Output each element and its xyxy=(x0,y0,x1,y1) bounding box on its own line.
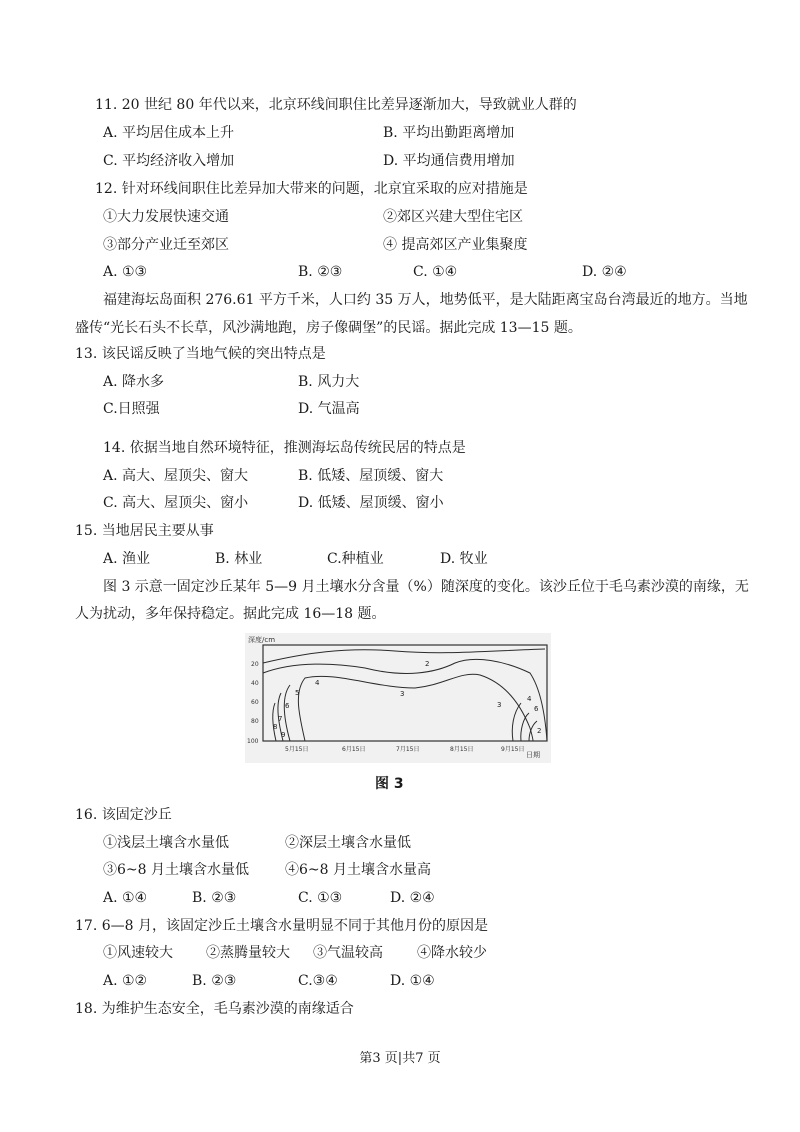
q11-option-c[interactable]: C. 平均经济收入增加 xyxy=(103,153,235,169)
passage-1-line-2: 盛传“光长石头不长草，风沙满地跑，房子像碉堡”的民谣。据此完成 13—15 题。 xyxy=(75,320,582,336)
q12-option-d[interactable]: D. ②④ xyxy=(582,264,627,280)
contour-label: 7 xyxy=(278,715,283,723)
q11-option-d[interactable]: D. 平均通信费用增加 xyxy=(383,153,515,169)
contour-label: 6 xyxy=(534,705,539,713)
contour-label: 3 xyxy=(400,690,405,698)
depth-tick: 40 xyxy=(251,680,259,687)
q16-option-d[interactable]: D. ②④ xyxy=(390,890,435,906)
soil-moisture-contour-figure xyxy=(245,633,551,763)
q13-option-b[interactable]: B. 风力大 xyxy=(298,374,360,390)
q12-statement-1: ①大力发展快速交通 xyxy=(103,209,229,225)
q13-option-c[interactable]: C.日照强 xyxy=(103,401,160,417)
q15-option-c[interactable]: C.种植业 xyxy=(327,551,384,567)
depth-tick: 100 xyxy=(247,738,259,745)
question-12-stem: 12. 针对环线间职住比差异加大带来的问题，北京宜采取的应对措施是 xyxy=(95,181,528,197)
contour-label: 4 xyxy=(527,695,532,703)
q16-option-a[interactable]: A. ①④ xyxy=(103,890,148,906)
question-14-stem: 14. 依据当地自然环境特征，推测海坛岛传统民居的特点是 xyxy=(103,440,466,456)
q12-option-b[interactable]: B. ②③ xyxy=(298,264,343,280)
question-11-stem: 11. 20 世纪 80 年代以来，北京环线间职住比差异逐渐加大，导致就业人群的 xyxy=(95,97,577,113)
q13-option-a[interactable]: A. 降水多 xyxy=(103,374,165,390)
depth-tick: 60 xyxy=(251,699,259,706)
q16-statement-4: ④6~8 月土壤含水量高 xyxy=(285,862,431,878)
q15-option-a[interactable]: A. 渔业 xyxy=(103,551,151,567)
q11-option-b[interactable]: B. 平均出勤距离增加 xyxy=(383,125,515,141)
passage-1-line-1: 福建海坛岛面积 276.61 平方千米，人口约 35 万人，地势低平，是大陆距离宝岛台湾最近的地方。当地 xyxy=(103,292,748,308)
passage-2-line-1: 图 3 示意一固定沙丘某年 5—9 月土壤水分含量（%）随深度的变化。该沙丘位于毛乌素沙漠的南缘，无 xyxy=(103,579,749,595)
contour-label: 2 xyxy=(425,660,430,668)
q17-statement-3: ③气温较高 xyxy=(313,945,383,961)
y-axis-title: 深度/cm xyxy=(248,636,276,644)
q17-statement-4: ④降水较少 xyxy=(417,945,487,961)
q17-option-d[interactable]: D. ①④ xyxy=(390,973,435,989)
contour-label: 6 xyxy=(285,702,290,710)
q15-option-d[interactable]: D. 牧业 xyxy=(440,551,488,567)
figure-caption: 图 3 xyxy=(375,776,404,792)
q17-option-c[interactable]: C.③④ xyxy=(298,973,338,989)
q12-statement-2: ②郊区兴建大型住宅区 xyxy=(383,209,523,225)
q17-option-b[interactable]: B. ②③ xyxy=(192,973,237,989)
q17-statement-2: ②蒸腾量较大 xyxy=(206,945,290,961)
date-tick: 7月15日 xyxy=(396,746,420,753)
q14-option-d[interactable]: D. 低矮、屋顶缓、窗小 xyxy=(298,495,444,511)
q16-statement-3: ③6~8 月土壤含水量低 xyxy=(103,862,249,878)
q14-option-a[interactable]: A. 高大、屋顶尖、窗大 xyxy=(103,468,249,484)
q16-statement-1: ①浅层土壤含水量低 xyxy=(103,835,229,851)
question-15-stem: 15. 当地居民主要从事 xyxy=(75,523,214,539)
contour-label: 2 xyxy=(537,727,542,735)
contour-label: 5 xyxy=(295,689,300,697)
date-tick: 6月15日 xyxy=(342,746,366,753)
q16-option-c[interactable]: C. ①③ xyxy=(298,890,343,906)
depth-tick: 80 xyxy=(251,718,259,725)
date-tick: 8月15日 xyxy=(450,746,474,753)
contour-label: 9 xyxy=(281,731,286,739)
page-footer: 第3 页|共7 页 xyxy=(359,1051,441,1066)
contour-label: 8 xyxy=(273,723,278,731)
date-tick: 9月15日 xyxy=(501,746,525,753)
q12-option-a[interactable]: A. ①③ xyxy=(103,264,148,280)
contour-label: 4 xyxy=(315,679,320,687)
q12-statement-4: ④ 提高郊区产业集聚度 xyxy=(383,237,528,253)
q17-option-a[interactable]: A. ①② xyxy=(103,973,148,989)
q11-option-a[interactable]: A. 平均居住成本上升 xyxy=(103,125,235,141)
depth-tick: 20 xyxy=(251,661,259,668)
question-13-stem: 13. 该民谣反映了当地气候的突出特点是 xyxy=(75,346,326,362)
contour-label: 3 xyxy=(497,701,502,709)
q12-option-c[interactable]: C. ①④ xyxy=(413,264,458,280)
q14-option-b[interactable]: B. 低矮、屋顶缓、窗大 xyxy=(298,468,444,484)
question-17-stem: 17. 6—8 月，该固定沙丘土壤含水量明显不同于其他月份的原因是 xyxy=(75,918,488,934)
q16-option-b[interactable]: B. ②③ xyxy=(192,890,237,906)
q15-option-b[interactable]: B. 林业 xyxy=(215,551,263,567)
question-16-stem: 16. 该固定沙丘 xyxy=(75,807,172,823)
q17-statement-1: ①风速较大 xyxy=(103,945,173,961)
q14-option-c[interactable]: C. 高大、屋顶尖、窗小 xyxy=(103,495,249,511)
passage-2-line-2: 人为扰动，多年保持稳定。据此完成 16—18 题。 xyxy=(75,606,386,622)
q12-statement-3: ③部分产业迁至郊区 xyxy=(103,237,229,253)
q16-statement-2: ②深层土壤含水量低 xyxy=(285,835,411,851)
q13-option-d[interactable]: D. 气温高 xyxy=(298,401,360,417)
question-18-stem: 18. 为维护生态安全，毛乌素沙漠的南缘适合 xyxy=(75,1001,354,1017)
x-axis-title: 日期 xyxy=(526,751,540,759)
date-tick: 5月15日 xyxy=(285,746,309,753)
